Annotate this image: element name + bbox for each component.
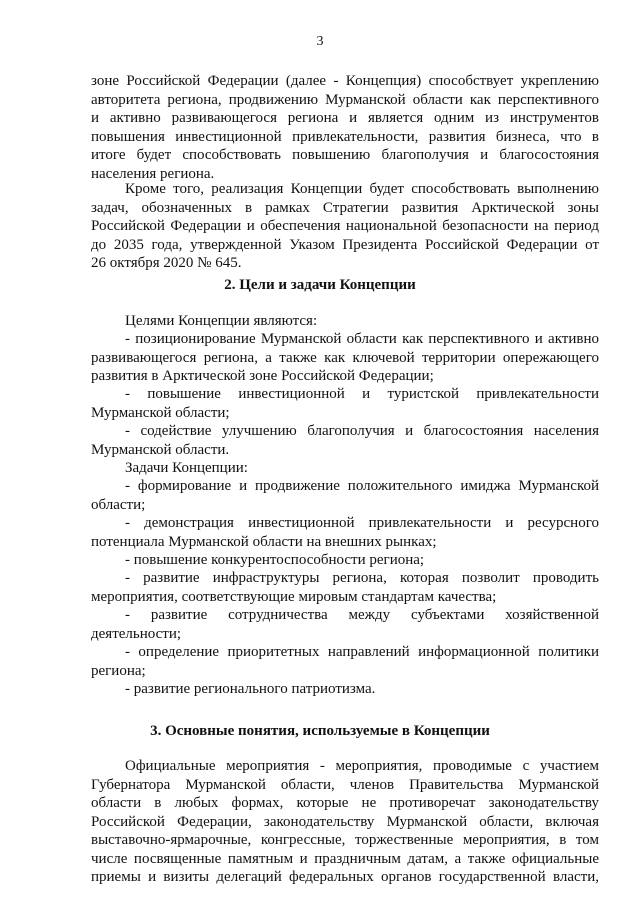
text-line: - формирование и продвижение положительного имиджа Мурманской (125, 478, 599, 494)
goal-item (91, 422, 599, 459)
text-line: выставочно-ярмарочные, конгрессные, торжественные мероприятия, в том (91, 832, 599, 848)
text-line: региона; (91, 662, 146, 679)
paragraph-moreover (91, 180, 599, 273)
text-line: - развитие сотрудничества между субъектами хозяйственной (125, 607, 599, 623)
text-line: Губернатора Мурманской области, членов Правительства Мурманской (91, 776, 599, 793)
text-line: - повышение инвестиционной и туристской привлекательности (125, 386, 599, 402)
tasks-intro (125, 459, 599, 478)
text-line: деятельности; (91, 625, 182, 642)
text-line: зоне Российской Федерации (далее - Концепция) способствует укреплению (91, 73, 599, 89)
text-line: Кроме того, реализация Концепции будет способствовать выполнению (125, 181, 599, 197)
page-number: 3 (316, 34, 324, 49)
task-item (91, 569, 599, 606)
text-line: населения региона. (91, 165, 215, 182)
text-line: - позиционирование Мурманской области как перспективного и активно (125, 331, 599, 347)
text-line: Российской Федерации, законодательству Мурманской области, включая (91, 813, 599, 830)
text-line: и активно развивающегося региона и является одним из инструментов (91, 110, 599, 126)
task-item (125, 680, 599, 699)
text-line: Официальные мероприятия - мероприятия, проводимые с участием (125, 758, 599, 774)
paragraph-intro (91, 72, 599, 183)
text-line: Российской Федерации и обеспечения национальной безопасности на период (91, 218, 599, 234)
text-line: приемы и визиты делегаций федеральных органов государственной власти, (91, 869, 599, 885)
paragraph-official-events (91, 757, 599, 887)
text-line: Мурманской области. (91, 441, 230, 458)
text-line: Задачи Концепции: (125, 460, 248, 476)
text-line: задач, обозначенных в рамках Стратегии развития Арктической зоны (91, 199, 599, 216)
goal-item (91, 330, 599, 386)
text-line: - определение приоритетных направлений информационной политики (125, 644, 599, 660)
text-line: - демонстрация инвестиционной привлекательности и ресурсного (125, 515, 599, 531)
goal-item (91, 385, 599, 422)
text-line: итоге будет способствовать повышению благополучия и благосостояния (91, 147, 599, 163)
text-line: - содействие улучшению благополучия и благосостояния населения (125, 423, 599, 439)
text-line: числе посвященные памятным и праздничным датам, а также официальные (91, 850, 599, 867)
text-line: Мурманской области; (91, 404, 230, 421)
task-item (91, 477, 599, 514)
task-item (91, 514, 599, 551)
text-line: авторитета региона, продвижению Мурманской области как перспективного (91, 91, 599, 108)
task-item (125, 551, 599, 570)
text-line: повышения инвестиционной привлекательности, развития бизнеса, что в (91, 128, 599, 145)
text-line: 26 октября 2020 № 645. (91, 255, 242, 271)
text-line: развивающегося региона, а также как ключевой территории опережающего (91, 349, 599, 366)
section-heading-concepts: 3. Основные понятия, используемые в Концепции (150, 723, 490, 739)
text-line: - развитие регионального патриотизма. (125, 681, 376, 697)
text-line: потенциала Мурманской области на внешних рынках; (91, 533, 437, 550)
task-item (91, 643, 599, 680)
text-line: Целями Концепции являются: (125, 313, 318, 329)
text-line: мероприятия, соответствующие мировым стандартам качества; (91, 588, 497, 605)
text-line: до 2035 года, утвержденной Указом Президента Российской Федерации от (91, 236, 599, 253)
section-heading-goals: 2. Цели и задачи Концепции (224, 277, 416, 293)
text-line: развития в Арктической зоне Российской Федерации; (91, 368, 434, 384)
goals-intro (125, 312, 599, 331)
text-line: - повышение конкурентоспособности региона; (125, 552, 425, 568)
text-line: области в любых формах, которые не противоречат законодательству (91, 795, 599, 811)
text-line: - развитие инфраструктуры региона, которая позволит проводить (125, 570, 599, 586)
text-line: области; (91, 496, 146, 513)
task-item (91, 606, 599, 643)
